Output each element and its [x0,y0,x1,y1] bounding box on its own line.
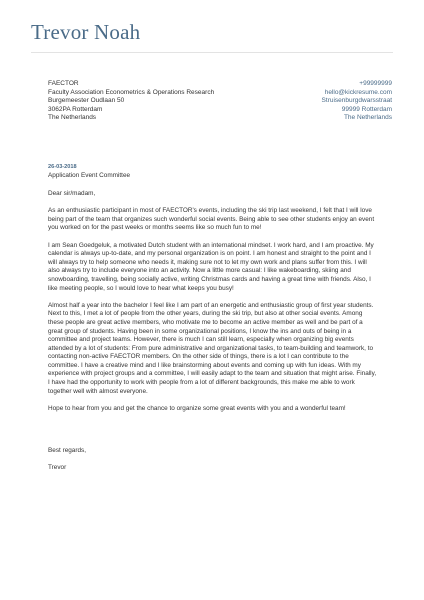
letter-body [48,190,378,422]
letter-signoff [48,447,86,481]
letter-greeting: Dear sir/madam, [48,190,96,197]
letter-closing: Best regards, [48,447,87,454]
letter-paragraph: Almost half a year into the bachelor I feel like I am part of an energetic and enthusiastic group of first year students. Next to this, I met a lot of people from the other years, during the ski trip, but also at other social events. Among these people are great active members, who motivate me to become an active member as well and be part of a great group of students. Having been in some organizational positions, I know the ins and outs of being in a committee and project teams. However, there is much I can still learn, especially when organizing big events attended by a lot of students: From pure administrative and organizational tasks, to team-building and teamwork, to contacting non-active FAECTOR members. On the other side of things, there is a lot I can contribute to the committee. I have a creative mind and I like brainstorming about events and coming up with fun ideas. With my experience with project groups and a committee, I will easily adapt to the team and situation that might arise. Finally, I have had the opportunity to work with people from a lot of different backgrounds, this make me able to work together well with almost everyone. [48,301,377,395]
letter-date: 26-03-2018 [48,164,77,170]
recipient-organization: FAECTOR [48,80,79,87]
letter-paragraph: Hope to hear from you and get the chance to organize some great events with you and a wonderful team! [48,404,346,412]
applicant-name: Trevor Noah [31,20,141,44]
header-divider [31,52,393,53]
sender-city: 99999 Rotterdam [341,105,392,113]
sender-phone: +99999999 [359,80,392,87]
recipient-country: The Netherlands [48,114,97,122]
sender-country: The Netherlands [343,114,392,122]
sender-contact [242,80,392,123]
letter-paragraph: As an enthusiastic participant in most of FAECTOR's events, including the ski trip last weekend, I felt that I will love being part of the team that organizes such wonderful social events. Being able to see other students enjoy an event you worked on for the past weeks or months seems like so much fun to me! [48,207,375,232]
letter-subject: Application Event Committee [48,172,131,179]
recipient-street: Burgemeester Oudlaan 50 [48,97,125,105]
sender-email: hello@kickresume.com [324,88,392,96]
sender-street: Struisenburgdwarsstraat [321,97,392,105]
letter-signature: Trevor [48,464,67,472]
recipient-department: Faculty Association Econometrics & Operations Research [48,88,215,96]
recipient-address [48,80,218,123]
letter-paragraph: I am Sean Goedgeluk, a motivated Dutch student with an international mindset. I work hard, and I am proactive. My calendar is always up-to-date, and my personal organization is on point. I am honest and straight to the point and I will always try to help someone who needs it, making sure not to let my own work and plans suffer from this. I will also always try to include everyone into an activity. Now a little more casual: I like wakeboarding, skiing and snowboarding, travelling, being socially active, writing Christmas cards and having a great time with friends. Also, I like meeting people, so I would love to hear what keeps you busy! [48,241,374,292]
recipient-city: 3062PA Rotterdam [48,105,103,113]
